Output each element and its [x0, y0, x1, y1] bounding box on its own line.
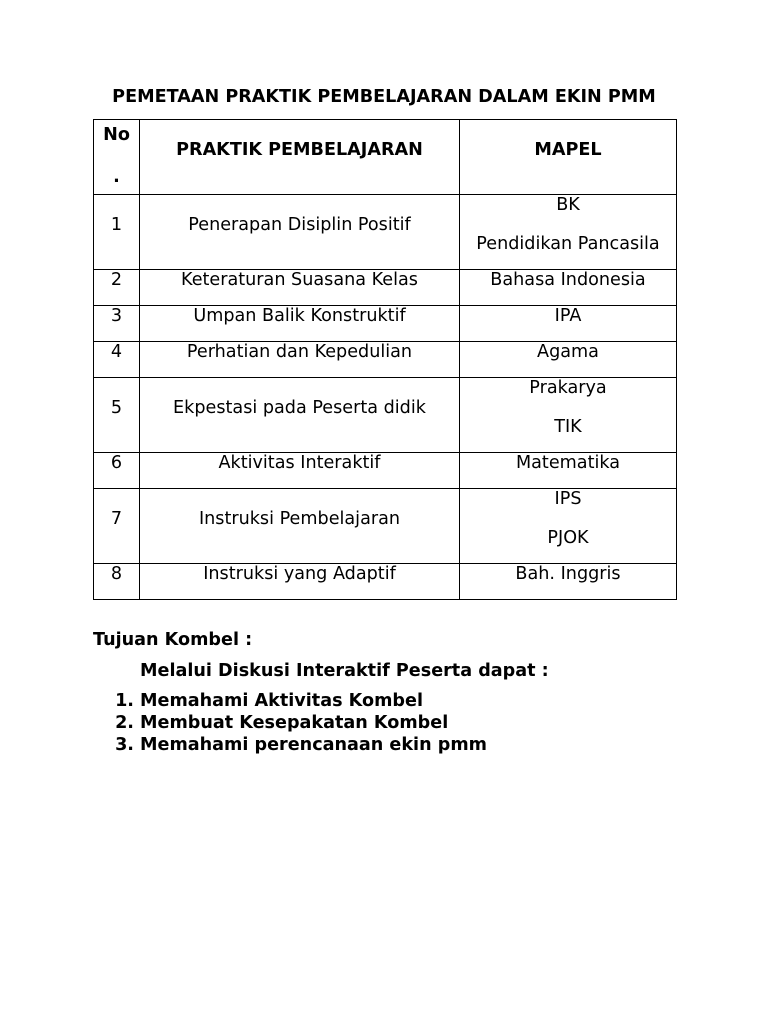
tujuan-list: [104, 690, 487, 756]
praktik-cell: Instruksi Pembelajaran: [140, 489, 460, 564]
praktik-cell: Penerapan Disiplin Positif: [140, 195, 460, 270]
mapel-cell: [460, 195, 677, 270]
list-text: Memahami Aktivitas Kombel: [140, 691, 423, 711]
table-row: [94, 564, 677, 600]
list-item: [104, 734, 487, 756]
header-no-cell: [94, 120, 140, 195]
praktik-cell: Keteraturan Suasana Kelas: [140, 270, 460, 306]
mapel-cell: [460, 489, 677, 564]
row-number-cell: 2: [94, 270, 140, 306]
mapel-cell: [460, 342, 677, 378]
praktik-cell: Instruksi yang Adaptif: [140, 564, 460, 600]
mapel-item: IPS: [554, 489, 582, 509]
mapel-item: PJOK: [547, 528, 589, 548]
mapel-item: Bah. Inggris: [515, 564, 621, 584]
mapel-item: TIK: [554, 417, 582, 437]
mapel-item: Bahasa Indonesia: [490, 270, 646, 290]
header-praktik: PRAKTIK PEMBELAJARAN: [140, 120, 460, 195]
mapel-cell: [460, 378, 677, 453]
mapel-item: IPA: [554, 306, 582, 326]
mapping-table: [93, 119, 677, 600]
list-number: 2.: [115, 713, 134, 733]
tujuan-intro: Melalui Diskusi Interaktif Peserta dapat :: [140, 661, 549, 681]
table-row: [94, 195, 677, 270]
praktik-cell: Umpan Balik Konstruktif: [140, 306, 460, 342]
mapel-cell: [460, 306, 677, 342]
table-header-row: [94, 120, 677, 195]
row-number-cell: 8: [94, 564, 140, 600]
mapel-cell: [460, 564, 677, 600]
row-number-cell: 3: [94, 306, 140, 342]
praktik-cell: Ekpestasi pada Peserta didik: [140, 378, 460, 453]
table-row: [94, 342, 677, 378]
mapel-item: Agama: [537, 342, 599, 362]
mapel-cell: [460, 453, 677, 489]
mapel-item: BK: [556, 195, 580, 215]
row-number-cell: 4: [94, 342, 140, 378]
header-mapel: MAPEL: [460, 120, 677, 195]
praktik-cell: Aktivitas Interaktif: [140, 453, 460, 489]
table-row: [94, 378, 677, 453]
row-number-cell: 1: [94, 195, 140, 270]
row-number-cell: 5: [94, 378, 140, 453]
table-row: [94, 270, 677, 306]
list-text: Membuat Kesepakatan Kombel: [140, 713, 449, 733]
header-no: No.: [103, 124, 130, 187]
list-number: 1.: [115, 691, 134, 711]
table-row: [94, 306, 677, 342]
mapel-cell: [460, 270, 677, 306]
tujuan-heading: Tujuan Kombel :: [93, 630, 253, 650]
table-row: [94, 453, 677, 489]
mapel-item: Matematika: [515, 453, 621, 473]
list-item: [104, 712, 487, 734]
mapel-item: Prakarya: [529, 378, 607, 398]
row-number-cell: 7: [94, 489, 140, 564]
mapel-item: Pendidikan Pancasila: [476, 234, 660, 254]
list-text: Memahami perencanaan ekin pmm: [140, 735, 487, 755]
list-item: [104, 690, 487, 712]
document-title: PEMETAAN PRAKTIK PEMBELAJARAN DALAM EKIN PMM: [112, 87, 656, 107]
list-number: 3.: [115, 735, 134, 755]
row-number-cell: 6: [94, 453, 140, 489]
praktik-cell: Perhatian dan Kepedulian: [140, 342, 460, 378]
table-row: [94, 489, 677, 564]
